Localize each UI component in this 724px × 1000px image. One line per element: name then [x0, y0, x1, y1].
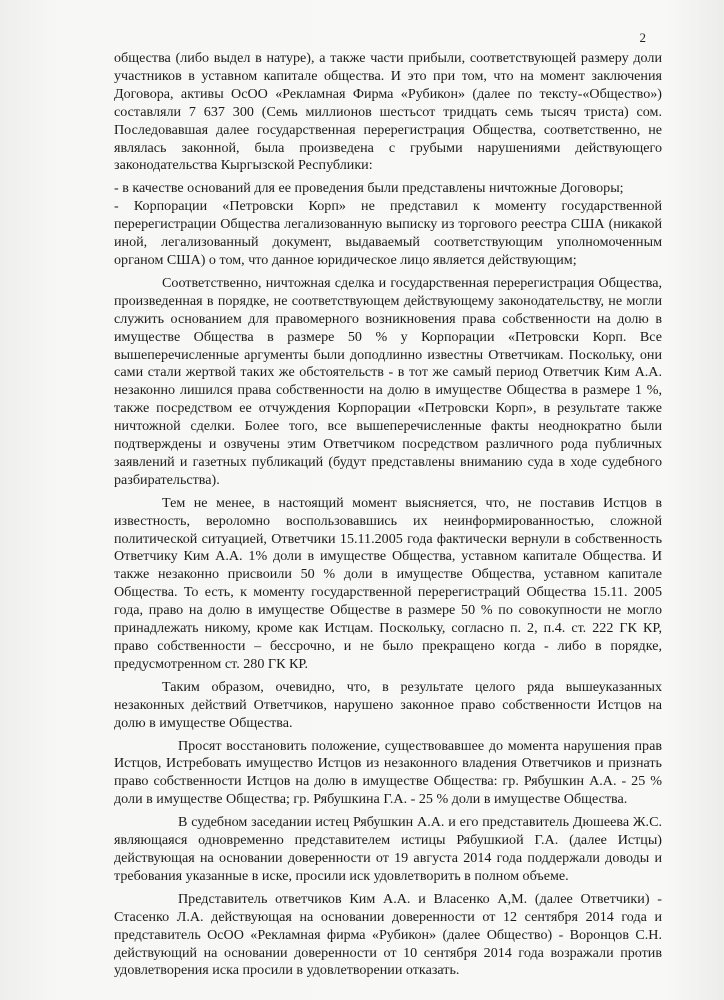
paragraph-3: - Корпорации «Петровски Корп» не представил к моменту государственной перерегистрации Общества легализованную выписку из торгового реестра США (никакой иной, легализованный документ, выдаваемый соответствующим уполномоченным органом США) о том, что данное юридическое лицо является действующим;: [114, 198, 662, 268]
paragraph-6: Таким образом, очевидно, что, в результате целого ряда вышеуказанных незаконных действий Ответчиков, нарушено законное право собственности Истцов на долю в имуществе Общества.: [114, 678, 662, 731]
paragraph-1: общества (либо выдел в натуре), а также части прибыли, соответствующей размеру доли участников в уставном капитале общества. И это при том, что на момент заключения Договора, активы ОсОО «Рекламная Фирма «Рубикон» (далее по тексту-«Общество») составляли 7 637 300 (Семь миллионов шестьсот тридцать семь тысяч триста) сом. Последовавшая далее государственная перерегистрация Общества, соответственно, не являлась законной, была произведена с грубыми нарушениями действующего законодательства Кыргызской Республики:: [114, 50, 662, 174]
paragraph-4: Соответственно, ничтожная сделка и государственная перерегистрация Общества, произведенная в порядке, не соответствующем действующему законодательству, не могли служить основанием для правомерного возникновения права собственности на долю в имуществе Общества в размере 50 % у Корпорации «Петровски Корп. Все вышеперечисленные аргументы были доподлинно известны Ответчикам. Поскольку, они сами стали жертвой таких же обстоятельств - в тот же самый период Ответчик Ким А.А. незаконно лишился права собственности на долю в имуществе Общества в размере 1 %, также посредством ее отчуждения Корпорации «Петровски Корп», в результате также ничтожной сделки. Более того, все вышеперечисленные факты неоднократно были подтверждены и озвучены этим Ответчиком посредством различного рода публичных заявлений и газетных публикаций (будут представлены вниманию суда в ходе судебного разбирательства).: [114, 274, 662, 488]
page-number: 2: [639, 30, 646, 45]
paragraph-7: Просят восстановить положение, существовавшее до момента нарушения прав Истцов, Истребовать имущество Истцов из незаконного владения Ответчиков и признать право собственности Истцов на долю в имуществе Общества: гр. Рябушкин А.А. - 25 % доли в имуществе Общества; гр. Рябушкина Г.А. - 25 % доли в имуществе Общества.: [114, 737, 662, 808]
paragraph-5: Тем не менее, в настоящий момент выясняется, что, не поставив Истцов в известность, вероломно воспользовавшись их неинформированностью, сложной политической ситуацией, Ответчики 15.11.2005 года фактически вернули в собственность Ответчику Ким А.А. 1% доли в имуществе Общества, уставном капитале Общества. И также незаконно присвоили 50 % доли в имуществе Общества, уставном капитале Общества. То есть, к моменту государственной перерегистраций Общества 15.11. 2005 года, право на долю в имуществе Обществе в размере 50 % по совокупности не могло принадлежать никому, кроме как Истцам. Поскольку, согласно п. 2, п.4. ст. 222 ГК КР, право собственности – бессрочно, и не было прекращено когда - либо в порядке, предусмотренном ст. 280 ГК КР.: [114, 494, 662, 672]
paragraph-2: - в качестве оснований для ее проведения были представлены ничтожные Договоры;: [114, 180, 624, 197]
paragraph-8: В судебном заседании истец Рябушкин А.А. и его представитель Дюшеева Ж.С. являющаяся одновременно представителем истицы Рябушкиой Г.А. (далее Истцы) действующая на основании доверенности от 19 августа 2014 года поддержали доводы и требования указанные в иске, просили иск удовлетворить в полном объеме.: [114, 814, 662, 884]
document-body: [114, 50, 662, 980]
paragraph-9: Представитель ответчиков Ким А.А. и Власенко А,М. (далее Ответчики) - Стасенко Л.А. действующая на основании доверенности от 12 сентября 2014 года и представитель ОсОО «Рекламная фирма «Рубикон» (далее Общество) - Воронцов С.Н. действующий на основании доверенности от 10 сентября 2014 года возражали против удовлетворения иска просили в удовлетворении отказать.: [114, 890, 662, 979]
